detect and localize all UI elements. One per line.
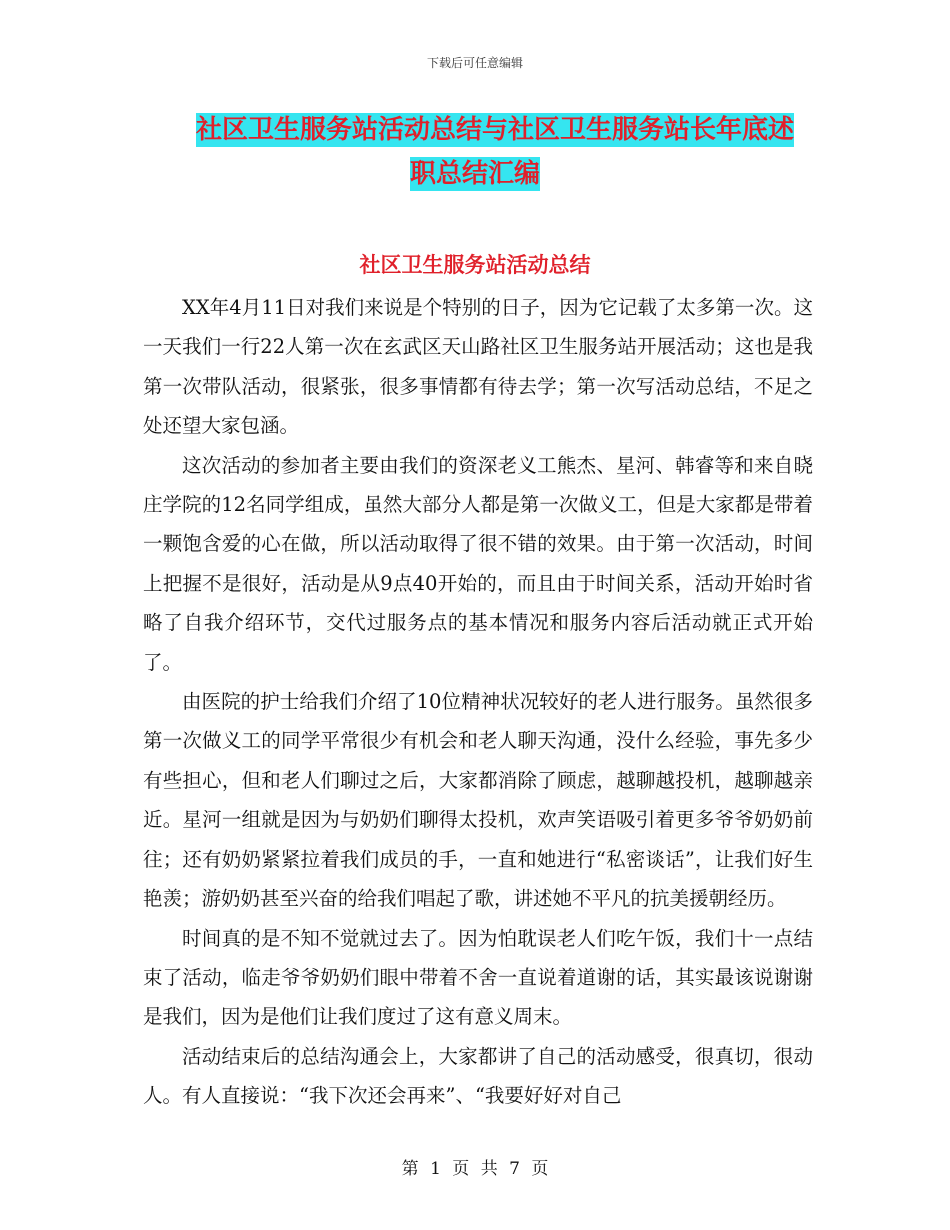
paragraph: 活动结束后的总结沟通会上，大家都讲了自己的活动感受，很真切，很动人。有人直接说：“我下次还会再来”、“我要好好对自己 xyxy=(143,1044,813,1108)
document-title-line-2-text: 职总结汇编 xyxy=(409,159,540,189)
paragraph: 时间真的是不知不觉就过去了。因为怕耽误老人们吃午饭，我们十一点结束了活动，临走爷爷奶奶们眼中带着不舍一直说着道谢的话，其实最该说谢谢是我们，因为是他们让我们度过了这有意义周末。 xyxy=(143,926,813,1029)
paragraph: 由医院的护士给我们介绍了10位精神状况较好的老人进行服务。虽然很多第一次做义工的同学平常很少有机会和老人聊天沟通，没什么经验，事先多少有些担心，但和老人们聊过之后，大家都消除了顾虑，越聊越投机，越聊越亲近。星河一组就是因为与奶奶们聊得太投机，欢声笑语吸引着更多爷爷奶奶前往；还有奶奶紧紧拉着我们成员的手，一直和她进行“私密谈话”，让我们好生艳羡；游奶奶甚至兴奋的给我们唱起了歌，讲述她不平凡的抗美援朝经历。 xyxy=(143,690,813,911)
document-title-line-1 xyxy=(20,112,950,148)
section-title: 社区卫生服务站活动总结 xyxy=(359,252,591,277)
page-footer: 第 1 页 共 7 页 xyxy=(401,1159,549,1179)
header-note: 下载后可任意编辑 xyxy=(426,56,523,70)
paragraph: XX年4月11日对我们来说是个特别的日子，因为它记载了太多第一次。这一天我们一行22人第一次在玄武区天山路社区卫生服务站开展活动；这也是我第一次带队活动，很紧张，很多事情都有待去学；第一次写活动总结，不足之处还望大家包涵。 xyxy=(143,296,813,438)
document-title-line-2 xyxy=(0,156,950,192)
document-title-line-1-text: 社区卫生服务站活动总结与社区卫生服务站长年底述 xyxy=(195,115,794,145)
body-text xyxy=(143,288,813,1116)
paragraph: 这次活动的参加者主要由我们的资深老义工熊杰、星河、韩睿等和来自晓庄学院的12名同学组成，虽然大部分人都是第一次做义工，但是大家都是带着一颗饱含爱的心在做，所以活动取得了很不错的效果。由于第一次活动，时间上把握不是很好，活动是从9点40开始的，而且由于时间关系，活动开始时省略了自我介绍环节，交代过服务点的基本情况和服务内容后活动就正式开始了。 xyxy=(143,453,813,674)
